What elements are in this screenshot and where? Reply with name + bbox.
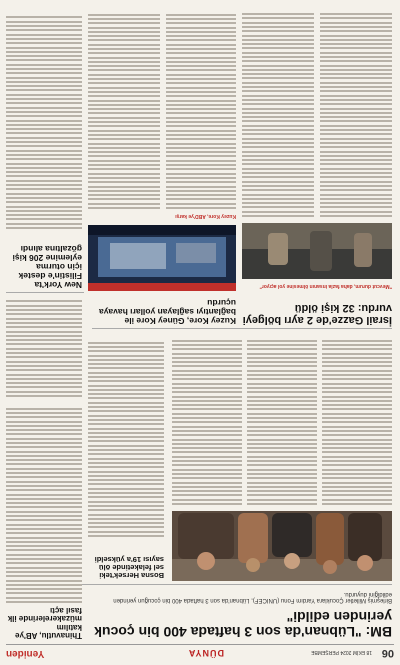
text-column-gaza-1 [320, 7, 392, 217]
lebanon-photo [172, 511, 392, 581]
page-header [6, 644, 394, 659]
divider [92, 328, 392, 329]
korea-kicker: Kuzey Kore, ABD'ye karşı [175, 213, 236, 219]
text-column-korea-2 [88, 9, 160, 209]
korea-photo [88, 225, 236, 291]
gaza-kicker: "Mevcut durum, daha fazla insanın ölmesine yol açıyor" [259, 283, 392, 289]
gaza-headline: İsrail Gazze'de 2 ayrı bölgeyi vurdu: 32 kişi öldü [242, 302, 392, 326]
divider [6, 292, 84, 293]
korea-photo-image [88, 225, 236, 291]
new-york-headline: New York'ta Filistin'e destek için oturma eylemine 206 kişi gözaltına alındı [12, 244, 82, 290]
side-headline-thinavutlu: Thinavutlu, AB'ye katılım müzakerelerinde ilk fasıl açtı [7, 605, 82, 640]
issue-date: 18 EKİM 2024 PERŞEMBE [311, 649, 372, 655]
korea-headline: Kuzey Kore, Güney Kore ile bağlantıyı sağlayan yolları havaya uçurdu [98, 298, 236, 326]
text-column-bosnia [88, 337, 164, 537]
text-column-right-2 [6, 297, 82, 397]
lebanon-photo-image [172, 511, 392, 581]
bosnia-headline: Bosna Hersek'teki sel felaketinde ölü sayısı 19'a yükseldi [94, 555, 164, 580]
brand-logo: Yeniden [6, 648, 45, 659]
section-name: DÜNYA [187, 648, 224, 658]
text-column-3 [172, 335, 242, 505]
text-column-2 [247, 335, 317, 505]
text-column-gaza-2 [242, 7, 314, 217]
text-column-1 [322, 335, 392, 505]
text-column-thinavutlu [6, 403, 82, 603]
text-column-korea-1 [166, 9, 236, 209]
gaza-photo [242, 223, 392, 279]
page-number: 06 [381, 647, 394, 659]
main-headline: BM: "Lübnan'da son 3 haftada 400 bin çocuk yerinden edildi" [94, 609, 392, 640]
text-column-new-york [6, 9, 82, 229]
gaza-photo-image [242, 223, 392, 279]
main-subheadline: Birleşmiş Milletler Çocuklara Yardım Fonu (UNICEF), Lübnan'da son 3 haftada 400 bin çocuğun yerinden edildiğini duyurdu. [113, 591, 392, 603]
